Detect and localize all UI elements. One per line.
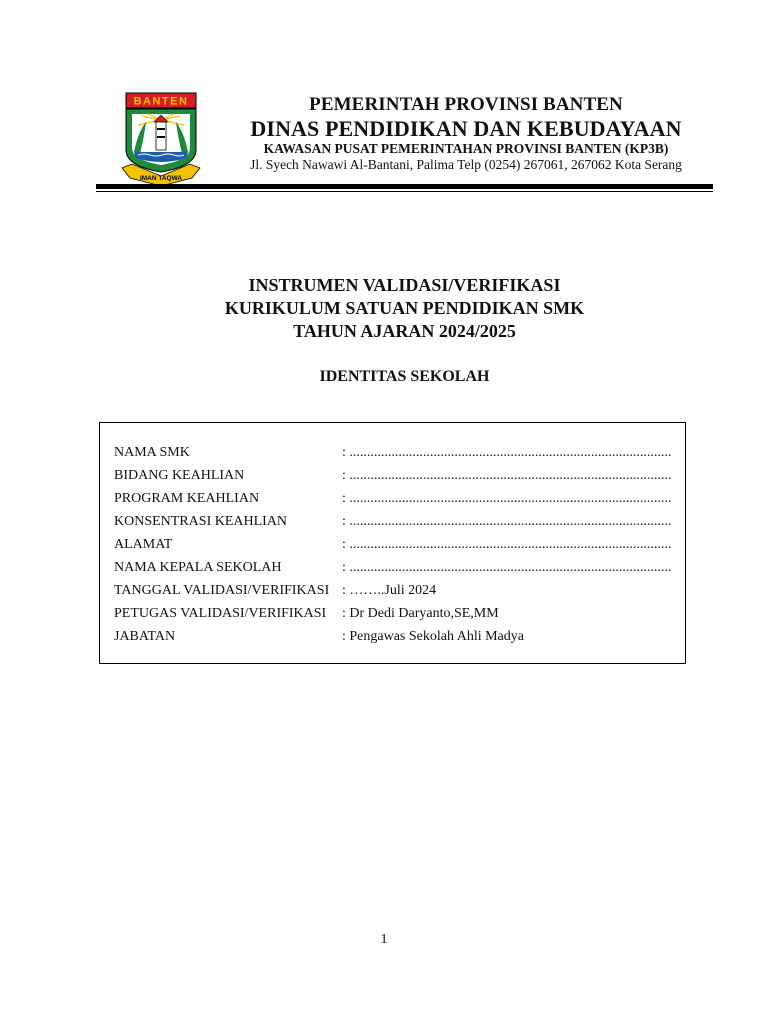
identity-label: NAMA SMK: [114, 445, 190, 460]
page-number: 1: [380, 932, 388, 947]
letterhead-address: Jl. Syech Nawawi Al-Bantani, Palima Telp (0254) 267061, 267062 Kota Serang: [250, 157, 682, 172]
document-title-line-1: INSTRUMEN VALIDASI/VERIFIKASI: [248, 275, 561, 295]
identity-label: PROGRAM KEAHLIAN: [114, 491, 260, 506]
identity-label: TANGGAL VALIDASI/VERIFIKASI: [114, 583, 330, 598]
identity-value: : Pengawas Sekolah Ahli Madya: [342, 629, 524, 644]
document-title-line-3: TAHUN AJARAN 2024/2025: [293, 321, 516, 341]
letterhead-government-name: PEMERINTAH PROVINSI BANTEN: [309, 94, 623, 115]
identity-value: : ............................................................................................: [342, 514, 672, 529]
identity-label: PETUGAS VALIDASI/VERIFIKASI: [114, 606, 327, 621]
identity-value: : ............................................................................................: [342, 560, 672, 575]
identity-value: : ............................................................................................: [342, 468, 672, 483]
identity-value: : ............................................................................................: [342, 445, 672, 460]
logo-text-top: BANTEN: [133, 95, 189, 108]
letterhead-agency-name: DINAS PENDIDIKAN DAN KEBUDAYAAN: [250, 116, 682, 141]
letterhead-divider-thin: [96, 191, 713, 192]
section-heading: IDENTITAS SEKOLAH: [319, 368, 490, 385]
identity-value: : ............................................................................................: [342, 537, 672, 552]
logo-text-bottom: IMAN TAQWA: [139, 175, 183, 182]
banten-coat-of-arms-logo: [122, 92, 212, 186]
document-title-line-2: KURIKULUM SATUAN PENDIDIKAN SMK: [224, 298, 585, 318]
identity-label: ALAMAT: [114, 537, 173, 552]
identity-label: KONSENTRASI KEAHLIAN: [114, 514, 288, 529]
identity-label: JABATAN: [114, 629, 176, 644]
letterhead-area: KAWASAN PUSAT PEMERINTAHAN PROVINSI BANTEN (KP3B): [263, 141, 669, 156]
identity-label: BIDANG KEAHLIAN: [114, 468, 245, 483]
identity-value: : ............................................................................................: [342, 491, 672, 506]
identity-value: : ……..Juli 2024: [342, 583, 437, 598]
school-identity-box: [99, 422, 686, 664]
identity-label: NAMA KEPALA SEKOLAH: [114, 560, 282, 575]
letterhead-divider-thick: [96, 184, 713, 189]
identity-value: : Dr Dedi Daryanto,SE,MM: [342, 606, 499, 621]
